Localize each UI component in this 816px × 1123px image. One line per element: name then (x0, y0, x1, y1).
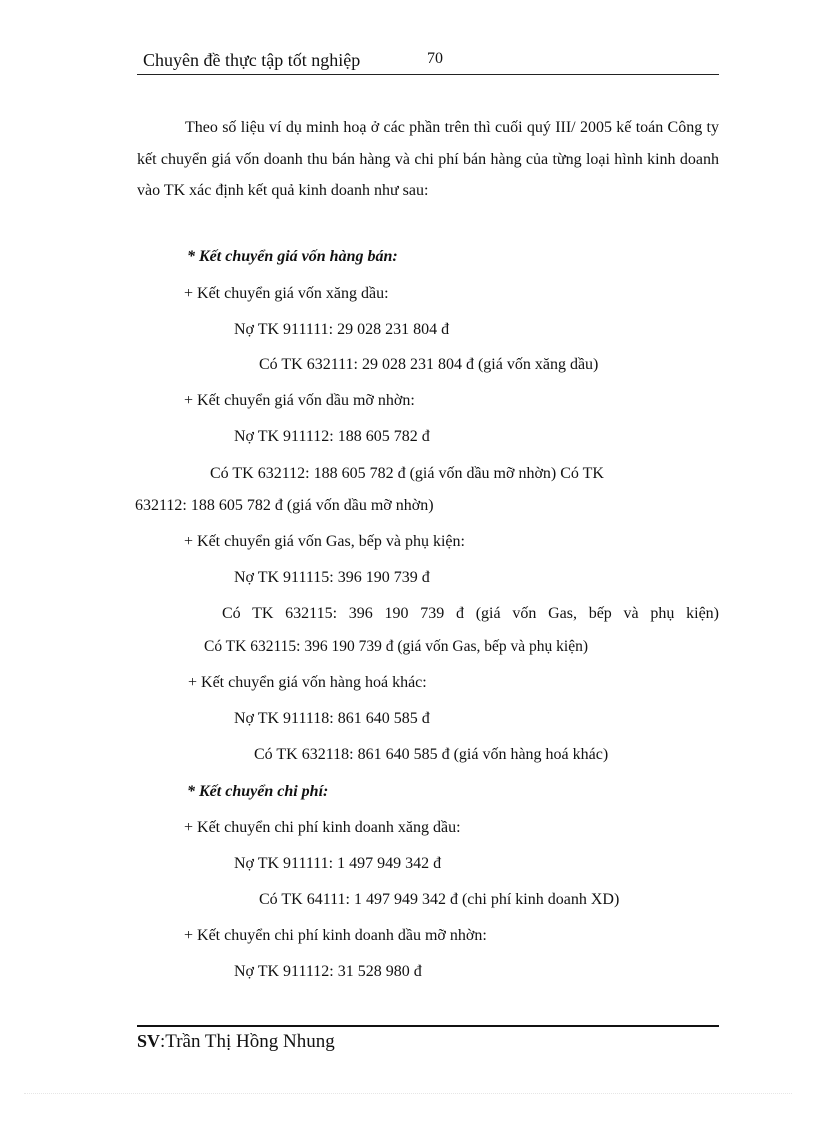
entry-heading-fuel: + Kết chuyển giá vốn xăng dầu: (184, 285, 389, 302)
credit-line-gas: Có TK 632115: 396 190 739 đ (giá vốn Gas, bếp và phụ kiện) (222, 605, 719, 622)
intro-paragraph: Theo số liệu ví dụ minh hoạ ở các phần trên thì cuối quý III/ 2005 kế toán Công ty kết chuyển giá vốn doanh thu bán hàng và chi phí bán hàng của từng loại hình kinh doanh vào TK xác định kết quả kinh doanh như sau: (137, 119, 719, 199)
entry-heading-gas: + Kết chuyển giá vốn Gas, bếp và phụ kiện: (184, 533, 465, 550)
entry-heading-lubricant-expenses: + Kết chuyển chi phí kinh doanh dầu mỡ nhờn: (184, 927, 487, 944)
credit-line-lubricants-cont: 632112: 188 605 782 đ (giá vốn dầu mỡ nhờn) (135, 497, 434, 514)
credit-line-gas-repeat: Có TK 632115: 396 190 739 đ (giá vốn Gas, bếp và phụ kiện) (204, 638, 589, 655)
page-footer (137, 1031, 335, 1053)
debit-line-lubricants: Nợ TK 911112: 188 605 782 đ (234, 428, 430, 445)
credit-line-fuel-expenses: Có TK 64111: 1 497 949 342 đ (chi phí kinh doanh XD) (259, 891, 620, 908)
section-heading-cogs: * Kết chuyển giá vốn hàng bán: (187, 248, 398, 265)
debit-line-other-goods: Nợ TK 911118: 861 640 585 đ (234, 710, 430, 727)
debit-line-lubricant-expenses: Nợ TK 911112: 31 528 980 đ (234, 963, 422, 980)
page-header (137, 48, 719, 75)
student-name: :Trần Thị Hồng Nhung (160, 1031, 335, 1052)
debit-line-fuel: Nợ TK 911111: 29 028 231 804 đ (234, 321, 450, 338)
section-heading-expenses: * Kết chuyển chi phí: (187, 783, 329, 800)
entry-heading-fuel-expenses: + Kết chuyển chi phí kinh doanh xăng dầu: (184, 819, 461, 836)
credit-line-fuel: Có TK 632111: 29 028 231 804 đ (giá vốn xăng dầu) (259, 356, 599, 373)
document-title: Chuyên đề thực tập tốt nghiệp (143, 50, 361, 70)
entry-heading-other-goods: + Kết chuyển giá vốn hàng hoá khác: (188, 674, 427, 691)
entry-heading-lubricants: + Kết chuyển giá vốn dầu mỡ nhờn: (184, 392, 415, 409)
credit-line-other-goods: Có TK 632118: 861 640 585 đ (giá vốn hàng hoá khác) (254, 746, 609, 763)
footer-divider (137, 1025, 719, 1027)
footer-label: SV (137, 1031, 161, 1051)
debit-line-gas: Nợ TK 911115: 396 190 739 đ (234, 569, 430, 586)
page-bottom-dotted-line (24, 1093, 792, 1094)
page-number: 70 (427, 50, 443, 67)
debit-line-fuel-expenses: Nợ TK 911111: 1 497 949 342 đ (234, 855, 442, 872)
credit-line-lubricants: Có TK 632112: 188 605 782 đ (giá vốn dầu mỡ nhờn) Có TK (210, 465, 604, 482)
